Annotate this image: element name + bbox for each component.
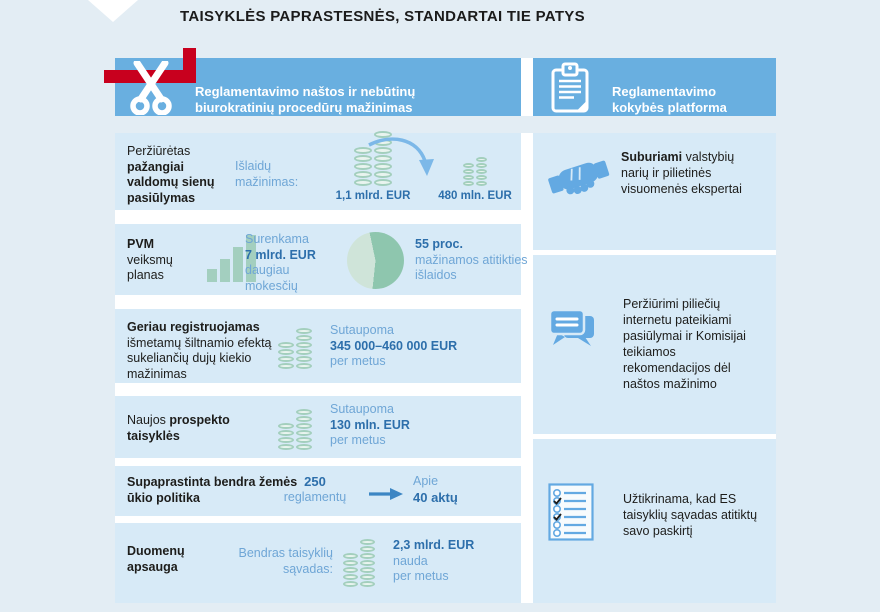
- row-title: [127, 320, 279, 382]
- row-title-bold: Geriau registruojamas: [127, 320, 260, 334]
- compliance-tail: mažinamos atitikties išlaidos: [415, 252, 528, 282]
- tax-gain-text: [245, 232, 325, 294]
- benefit-lead: nauda: [393, 553, 428, 568]
- benefit-value: 2,3 mlrd. EUR: [393, 538, 475, 552]
- row-title-normal: Naujos: [127, 413, 170, 427]
- citizen-proposals-text: Peržiūrimi piliečių internetu pateikiami pasiūlymai ir Komisijai teikiamos rekomendacijos dėl naštos mažinimo: [623, 297, 746, 391]
- regulations-count: 250: [304, 474, 326, 489]
- row-title-bold: Supaprastinta bendra žemės ūkio politika: [127, 475, 298, 505]
- savings-text: [330, 323, 520, 370]
- row-common-agricultural-policy: [115, 466, 521, 516]
- savings-lead: Sutaupoma: [330, 402, 394, 416]
- cost-after-stat: [421, 156, 529, 202]
- checklist-icon: [548, 483, 594, 541]
- right-column: [533, 133, 776, 603]
- column-divider: [521, 133, 533, 603]
- right-section-title: Reglamentavimo kokybės platforma: [612, 84, 727, 115]
- benefit-text: [393, 538, 533, 585]
- experts-bold: Suburiami: [621, 150, 683, 164]
- fit-for-purpose-text: Užtikrinama, kad ES taisyklių sąvadas atitiktų savo paskirtį: [623, 492, 758, 538]
- row-border-proposal: [115, 133, 521, 210]
- tax-gain-value: 7 mlrd. EUR: [245, 247, 316, 262]
- clipboard-icon: [549, 62, 591, 114]
- row-title: [127, 544, 237, 575]
- coin-stack: [278, 408, 312, 450]
- row-prospectus-rules: [115, 396, 521, 458]
- regulations-label: reglamentų: [283, 489, 347, 504]
- coin-stack: [278, 327, 312, 369]
- right-section-header: [533, 58, 776, 116]
- page-title: TAISYKLĖS PAPRASTESNĖS, STANDARTAI TIE PATYS: [180, 8, 585, 25]
- tax-gain-tail: daugiau mokesčių: [245, 263, 298, 293]
- row-title-bold: prospekto taisyklės: [127, 413, 230, 443]
- handshake-icon: [547, 153, 611, 203]
- row-experts: [533, 133, 776, 255]
- experts-normal: valstybių narių ir pilietinės visuomenės ekspertai: [621, 150, 742, 196]
- row-title: [127, 413, 257, 444]
- row-citizen-proposals: [533, 255, 776, 439]
- row-fit-for-purpose: [533, 439, 776, 603]
- top-chevron-decoration: [88, 0, 138, 22]
- row-emissions-registration: [115, 309, 521, 383]
- compliance-text: [415, 237, 543, 284]
- cost-after-value: 480 mln. EUR: [438, 190, 512, 202]
- row-data-protection: [115, 523, 521, 603]
- row-title: [127, 237, 197, 284]
- left-section-header: [115, 58, 521, 116]
- savings-tail: per metus: [330, 354, 386, 368]
- savings-lead: Sutaupoma: [330, 323, 394, 337]
- cost-before-value: 1,1 mlrd. EUR: [335, 190, 411, 202]
- right-arrow-icon: [367, 486, 405, 502]
- column-divider: [521, 58, 533, 116]
- cost-reduction-label: Išlaidų mažinimas:: [235, 159, 299, 189]
- acts-after: [413, 474, 493, 505]
- savings-text: [330, 402, 480, 449]
- acts-approx-label: Apie: [413, 474, 439, 488]
- compliance-value: 55 proc.: [415, 237, 463, 251]
- row-title-bold: PVM: [127, 237, 155, 251]
- row-title-bold: pažangiai valdomų sienų pasiūlymas: [127, 159, 215, 205]
- single-rulebook-label: Bendras taisyklių sąvadas:: [238, 546, 333, 576]
- row-title: [127, 475, 299, 506]
- row-title-normal: Peržiūrėtas: [127, 144, 191, 158]
- row-title: [127, 144, 237, 206]
- row-title-normal: išmetamų šiltnamio efektą sukeliančių dujų kiekio mažinimas: [127, 335, 272, 381]
- regulations-before: [275, 474, 355, 505]
- savings-value: 345 000–460 000 EUR: [330, 338, 458, 353]
- experts-text: [621, 149, 759, 197]
- savings-tail: per metus: [330, 433, 386, 447]
- tax-gain-lead: Surenkama: [245, 232, 309, 246]
- coin-stack-small: [463, 156, 487, 186]
- row-vat-action-plan: [115, 224, 528, 295]
- coin-stack: [343, 538, 375, 587]
- savings-value: 130 mln. EUR: [330, 417, 410, 432]
- scissors-icon: [127, 61, 175, 115]
- left-section-title: Reglamentavimo naštos ir nebūtinų biurokratinių procedūrų mažinimas: [195, 84, 416, 115]
- acts-count: 40 aktų: [413, 489, 458, 505]
- compliance-pie: [347, 232, 404, 289]
- row-title-normal: veiksmų planas: [127, 252, 173, 282]
- red-ribbon-vertical: [183, 48, 196, 83]
- chat-bubbles-icon: [548, 308, 598, 352]
- benefit-tail: per metus: [393, 569, 449, 583]
- row-title-bold: Duomenų apsauga: [127, 544, 185, 574]
- left-column: [115, 133, 528, 603]
